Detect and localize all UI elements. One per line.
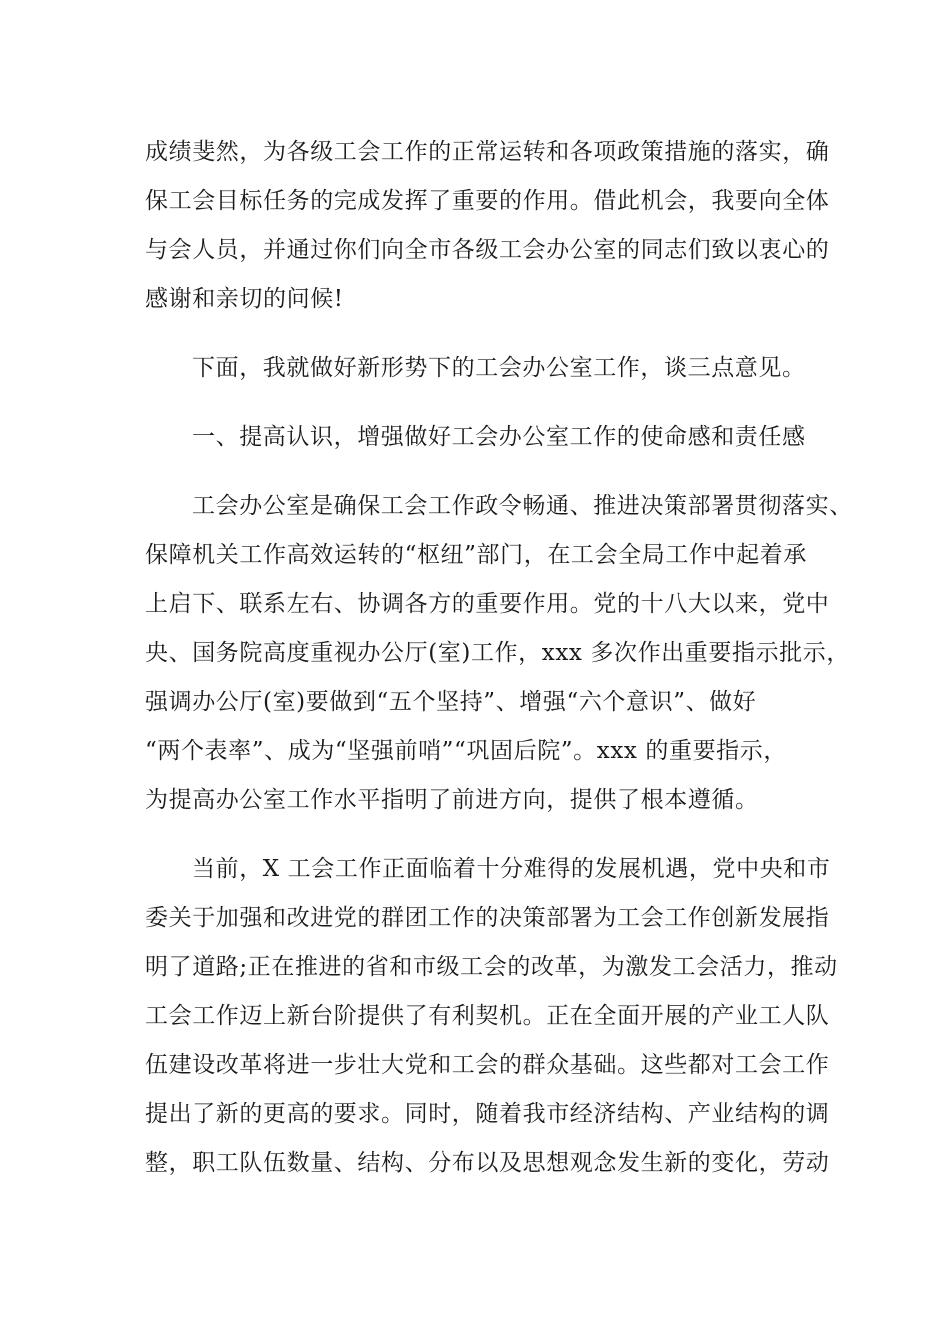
text-line: 与会人员，并通过你们向全市各级工会办公室的同志们致以衷心的 bbox=[145, 237, 830, 263]
text-line: “两个表率”、成为“坚强前哨”“巩固后院”。xxx 的重要指示， bbox=[145, 738, 787, 764]
text-line: 保障机关工作高效运转的“枢纽”部门，在工会全局工作中起着承 bbox=[145, 542, 807, 568]
text-line: 工会办公室是确保工会工作政令畅通、推进决策部署贯彻落实、 bbox=[192, 493, 853, 519]
text-line: 为提高办公室工作水平指明了前进方向，提供了根本遵循。 bbox=[145, 787, 759, 813]
text-line: 保工会目标任务的完成发挥了重要的作用。借此机会，我要向全体 bbox=[145, 188, 830, 214]
text-line: 委关于加强和改进党的群团工作的决策部署为工会工作创新发展指 bbox=[145, 905, 830, 931]
text-line: 强调办公厅(室)要做到“五个坚持”、增强“六个意识”、做好 bbox=[145, 689, 757, 715]
text-line: 感谢和亲切的问候! bbox=[145, 286, 344, 312]
text-line: 成绩斐然，为各级工会工作的正常运转和各项政策措施的落实，确 bbox=[145, 139, 830, 165]
text-line: 央、国务院高度重视办公厅(室)工作，xxx 多次作出重要指示批示， bbox=[145, 640, 850, 666]
section-heading: 一、提高认识，增强做好工会办公室工作的使命感和责任感 bbox=[192, 424, 806, 450]
text-line: 下面，我就做好新形势下的工会办公室工作，谈三点意见。 bbox=[192, 355, 806, 381]
text-line: 明了道路;正在推进的省和市级工会的改革，为激发工会活力，推动 bbox=[145, 954, 838, 980]
text-line: 当前，X 工会工作正面临着十分难得的发展机遇，党中央和市 bbox=[192, 856, 831, 882]
text-line: 提出了新的更高的要求。同时，随着我市经济结构、产业结构的调 bbox=[145, 1101, 830, 1127]
text-line: 上启下、联系左右、协调各方的重要作用。党的十八大以来，党中 bbox=[145, 591, 830, 617]
text-line: 整，职工队伍数量、结构、分布以及思想观念发生新的变化，劳动 bbox=[145, 1150, 830, 1176]
text-line: 工会工作迈上新台阶提供了有利契机。正在全面开展的产业工人队 bbox=[145, 1003, 830, 1029]
text-line: 伍建设改革将进一步壮大党和工会的群众基础。这些都对工会工作 bbox=[145, 1052, 830, 1078]
